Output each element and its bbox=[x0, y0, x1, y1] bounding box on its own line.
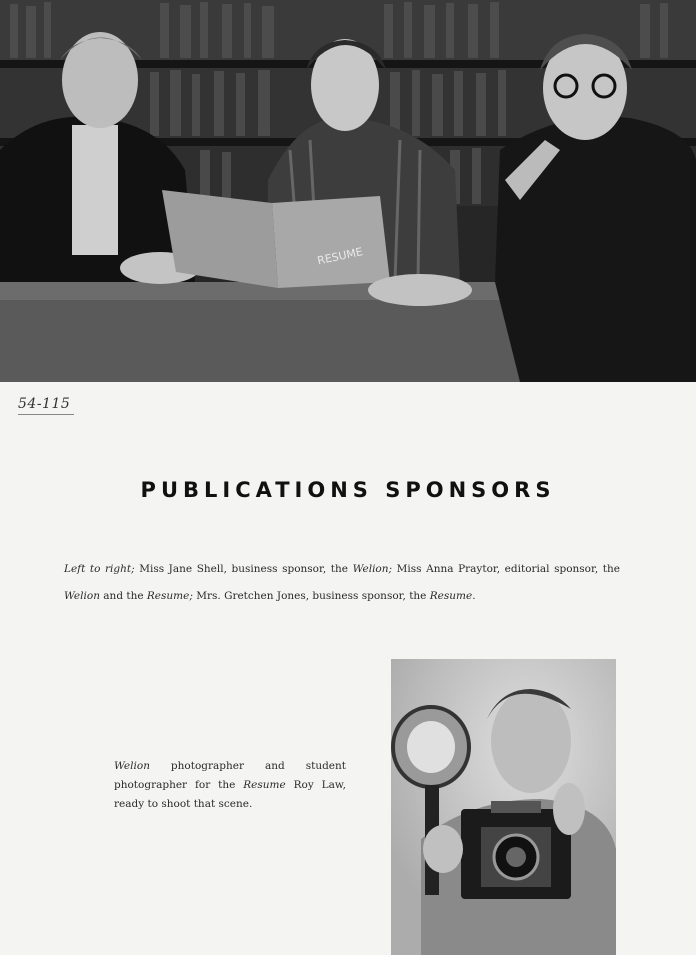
photographer-photo bbox=[391, 659, 616, 955]
handwritten-note: 54-115 bbox=[18, 396, 74, 415]
caption-lead: Left to right; bbox=[64, 563, 135, 575]
sponsors-caption: Left to right; Miss Jane Shell, business sponsor, the Welion; Miss Anna Praytor, editorial sponsor, the Welion and the Resume; Mrs. Gretchen Jones, business sponsor, the Resume. bbox=[64, 563, 620, 602]
resume-book bbox=[162, 190, 390, 288]
sponsors-photo bbox=[0, 0, 696, 382]
book-cover-text: RESUME bbox=[316, 245, 364, 268]
photographer-head bbox=[491, 689, 571, 793]
photographer-caption: Welion photographer and student photographer for the Resume Roy Law, ready to shoot that scene. bbox=[114, 760, 346, 810]
page-title: PUBLICATIONS SPONSORS bbox=[140, 478, 556, 502]
